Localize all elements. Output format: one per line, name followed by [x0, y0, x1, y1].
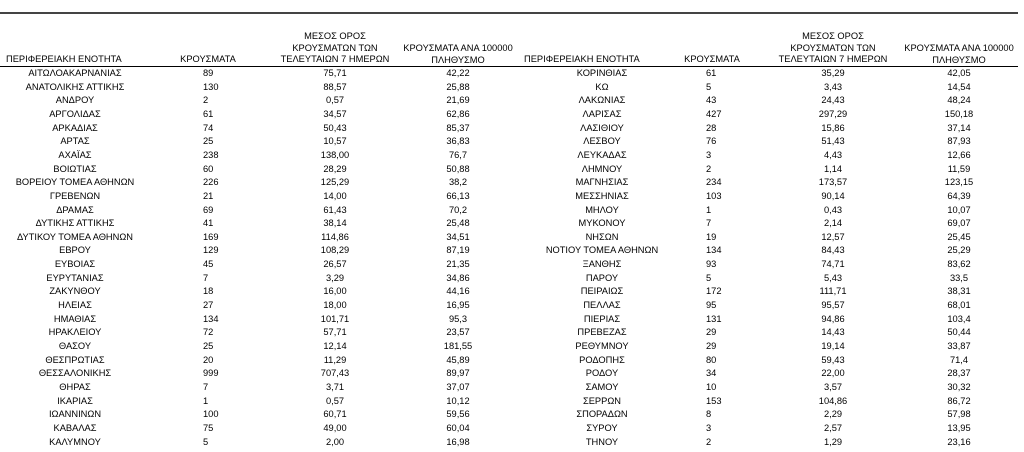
avg-7day-cell: 173,57 — [818, 177, 848, 188]
cases-cell: 61 — [203, 108, 214, 119]
avg-7day-cell: 707,43 — [320, 368, 350, 379]
table-row — [0, 244, 1018, 256]
cases-cell: 131 — [706, 313, 722, 324]
cases-cell: 2 — [706, 436, 712, 447]
table-row — [0, 190, 1018, 202]
region-name-cell: ΔΡΑΜΑΣ — [56, 204, 94, 215]
per-100k-cell: 103,4 — [947, 313, 971, 324]
avg-7day-cell: 51,43 — [821, 136, 845, 147]
region-name-cell: ΛΕΣΒΟΥ — [583, 136, 621, 147]
cases-cell: 7 — [203, 381, 209, 392]
header-region-left: ΠΕΡΙΦΕΡΕΙΑΚΗ ΕΝΟΤΗΤΑ — [6, 54, 122, 64]
avg-7day-cell: 0,57 — [325, 395, 345, 406]
avg-7day-cell: 94,86 — [821, 313, 845, 324]
per-100k-cell: 38,2 — [448, 177, 468, 188]
avg-7day-cell: 61,43 — [323, 204, 347, 215]
header-per-left — [393, 43, 523, 66]
avg-7day-cell: 35,29 — [821, 68, 845, 78]
avg-7day-cell: 10,57 — [323, 136, 347, 147]
region-name-cell: ΚΑΒΑΛΑΣ — [53, 422, 97, 433]
table-row — [0, 436, 1018, 448]
cases-cell: 93 — [706, 259, 717, 270]
avg-7day-cell: 2,57 — [823, 422, 843, 433]
header-avg-line2: ΚΡΟΥΣΜΑΤΩΝ ΤΩΝ — [292, 42, 378, 53]
per-100k-cell: 14,54 — [947, 81, 971, 92]
cases-cell: 43 — [706, 95, 717, 106]
cases-cell: 19 — [706, 231, 717, 242]
per-100k-cell: 150,18 — [944, 108, 974, 119]
avg-7day-cell: 4,43 — [823, 149, 843, 160]
table-row — [0, 163, 1018, 175]
cases-cell: 100 — [203, 409, 219, 420]
cases-cell: 89 — [203, 68, 214, 78]
region-name-cell: ΔΥΤΙΚΗΣ ΑΤΤΙΚΗΣ — [35, 218, 115, 229]
per-100k-cell: 66,13 — [446, 190, 470, 201]
per-100k-cell: 123,15 — [944, 177, 974, 188]
region-name-cell: ΚΑΛΥΜΝΟΥ — [49, 436, 101, 447]
table-row — [0, 326, 1018, 338]
table-row — [0, 231, 1018, 243]
avg-7day-cell: 19,14 — [821, 341, 845, 351]
region-name-cell: ΑΙΤΩΛΟΑΚΑΡΝΑΝΙΑΣ — [28, 68, 122, 78]
per-100k-cell: 70,2 — [448, 204, 468, 215]
per-100k-cell: 86,72 — [947, 395, 971, 406]
per-100k-cell: 13,95 — [947, 422, 971, 433]
region-name-cell: ΛΕΥΚΑΔΑΣ — [577, 149, 627, 160]
cases-cell: 80 — [706, 354, 717, 365]
region-name-cell: ΕΒΡΟΥ — [59, 245, 91, 256]
per-100k-cell: 64,39 — [947, 190, 971, 201]
per-100k-cell: 181,55 — [443, 341, 473, 351]
per-100k-cell: 23,16 — [947, 436, 971, 447]
region-name-cell: ΛΑΚΩΝΙΑΣ — [578, 95, 626, 106]
avg-7day-cell: 34,57 — [323, 108, 347, 119]
avg-7day-cell: 24,43 — [821, 95, 845, 106]
avg-7day-cell: 1,14 — [823, 163, 843, 174]
header-avg-left — [270, 31, 400, 66]
table-row — [0, 258, 1018, 270]
table-row — [0, 204, 1018, 216]
table-row — [0, 340, 1018, 352]
table-row — [0, 299, 1018, 311]
per-100k-cell: 23,57 — [446, 327, 470, 338]
avg-7day-cell: 59,43 — [821, 354, 845, 365]
cases-cell: 134 — [706, 245, 722, 256]
cases-cell: 999 — [203, 368, 219, 379]
header-avg-line3: ΤΕΛΕΥΤΑΙΩΝ 7 ΗΜΕΡΩΝ — [778, 54, 888, 64]
header-avg-line3: ΤΕΛΕΥΤΑΙΩΝ 7 ΗΜΕΡΩΝ — [280, 54, 390, 64]
per-100k-cell: 34,51 — [446, 231, 470, 242]
cases-cell: 7 — [706, 218, 712, 229]
avg-7day-cell: 3,29 — [325, 272, 345, 283]
avg-7day-cell: 297,29 — [818, 108, 848, 119]
header-per-line2: ΠΛΗΘΥΣΜΟ — [932, 54, 986, 65]
cases-cell: 129 — [203, 245, 219, 256]
per-100k-cell: 76,7 — [448, 149, 468, 160]
region-name-cell: ΤΗΝΟΥ — [585, 436, 619, 447]
avg-7day-cell: 57,71 — [323, 327, 347, 338]
per-100k-cell: 21,69 — [446, 95, 470, 106]
per-100k-cell: 25,48 — [446, 218, 470, 229]
avg-7day-cell: 2,14 — [823, 218, 843, 229]
cases-cell: 3 — [706, 149, 712, 160]
per-100k-cell: 50,88 — [446, 163, 470, 174]
top-border-line — [0, 12, 1018, 14]
region-name-cell: ΗΜΑΘΙΑΣ — [53, 313, 97, 324]
per-100k-cell: 16,98 — [446, 436, 470, 447]
per-100k-cell: 71,4 — [949, 354, 969, 365]
avg-7day-cell: 114,86 — [321, 231, 349, 242]
region-name-cell: ΞΑΝΘΗΣ — [582, 259, 622, 270]
cases-cell: 41 — [203, 218, 214, 229]
region-name-cell: ΝΟΤΙΟΥ ΤΟΜΕΑ ΑΘΗΝΩΝ — [545, 245, 659, 256]
cases-cell: 69 — [203, 204, 214, 215]
cases-cell: 45 — [203, 259, 214, 270]
table-row — [0, 108, 1018, 120]
per-100k-cell: 48,24 — [947, 95, 971, 106]
avg-7day-cell: 26,57 — [323, 259, 347, 270]
per-100k-cell: 62,86 — [446, 108, 470, 119]
avg-7day-cell: 1,29 — [823, 436, 843, 447]
region-name-cell: ΛΗΜΝΟΥ — [581, 163, 623, 174]
per-100k-cell: 68,01 — [947, 300, 971, 311]
per-100k-cell: 37,07 — [446, 381, 470, 392]
cases-cell: 134 — [203, 313, 219, 324]
table-row — [0, 422, 1018, 434]
table-row — [0, 81, 1018, 93]
header-per-right — [894, 43, 1024, 66]
avg-7day-cell: 12,57 — [821, 231, 845, 242]
table-row — [0, 354, 1018, 366]
avg-7day-cell: 3,71 — [325, 381, 345, 392]
cases-cell: 1 — [706, 204, 712, 215]
avg-7day-cell: 15,86 — [821, 122, 845, 133]
region-name-cell: ΜΥΚΟΝΟΥ — [578, 218, 626, 229]
header-region-right: ΠΕΡΙΦΕΡΕΙΑΚΗ ΕΝΟΤΗΤΑ — [524, 54, 640, 64]
per-100k-cell: 83,62 — [947, 259, 971, 270]
cases-cell: 427 — [706, 108, 722, 119]
region-name-cell: ΒΟΙΩΤΙΑΣ — [53, 163, 97, 174]
avg-7day-cell: 50,43 — [323, 122, 347, 133]
avg-7day-cell: 0,57 — [325, 95, 345, 106]
per-100k-cell: 85,37 — [446, 122, 470, 133]
per-100k-cell: 30,32 — [947, 381, 971, 392]
per-100k-cell: 37,14 — [947, 122, 971, 133]
avg-7day-cell: 125,29 — [320, 177, 350, 188]
avg-7day-cell: 111,71 — [819, 286, 847, 297]
avg-7day-cell: 95,57 — [821, 300, 845, 311]
cases-cell: 103 — [706, 190, 722, 201]
per-100k-cell: 25,45 — [947, 231, 971, 242]
region-name-cell: ΑΝΑΤΟΛΙΚΗΣ ΑΤΤΙΚΗΣ — [25, 81, 125, 92]
avg-7day-cell: 60,71 — [323, 409, 347, 420]
region-name-cell: ΖΑΚΥΝΘΟΥ — [49, 286, 101, 297]
avg-7day-cell: 38,14 — [323, 218, 347, 229]
cases-cell: 61 — [706, 68, 717, 78]
per-100k-cell: 57,98 — [947, 409, 971, 420]
avg-7day-cell: 88,57 — [323, 81, 347, 92]
region-name-cell: ΑΡΤΑΣ — [60, 136, 90, 147]
region-name-cell: ΚΩ — [595, 81, 609, 92]
avg-7day-cell: 18,00 — [323, 300, 347, 311]
cases-cell: 1 — [203, 395, 209, 406]
region-name-cell: ΠΕΙΡΑΙΩΣ — [580, 286, 624, 297]
region-name-cell: ΜΑΓΝΗΣΙΑΣ — [575, 177, 629, 188]
avg-7day-cell: 90,14 — [821, 190, 845, 201]
region-name-cell: ΘΕΣΣΑΛΟΝΙΚΗΣ — [38, 368, 112, 379]
cases-cell: 29 — [706, 341, 717, 351]
region-name-cell: ΑΡΚΑΔΙΑΣ — [52, 122, 98, 133]
region-name-cell: ΠΑΡΟΥ — [585, 272, 619, 283]
region-name-cell: ΠΡΕΒΕΖΑΣ — [577, 327, 627, 338]
header-per-line1: ΚΡΟΥΣΜΑΤΑ ΑΝΑ 100000 — [904, 43, 1014, 53]
per-100k-cell: 12,66 — [947, 149, 971, 160]
avg-7day-cell: 84,43 — [821, 245, 845, 256]
per-100k-cell: 89,97 — [446, 368, 470, 379]
region-name-cell: ΣΠΟΡΑΔΩΝ — [576, 409, 628, 420]
per-100k-cell: 10,12 — [446, 395, 470, 406]
cases-cell: 7 — [203, 272, 209, 283]
region-name-cell: ΒΟΡΕΙΟΥ ΤΟΜΕΑ ΑΘΗΝΩΝ — [15, 177, 135, 188]
per-100k-cell: 34,86 — [446, 272, 470, 283]
per-100k-cell: 59,56 — [446, 409, 470, 420]
cases-cell: 10 — [706, 381, 717, 392]
per-100k-cell: 11,59 — [947, 163, 971, 174]
region-name-cell: ΡΕΘΥΜΝΟΥ — [575, 341, 629, 351]
region-name-cell: ΛΑΣΙΘΙΟΥ — [580, 122, 624, 133]
cases-cell: 238 — [203, 149, 219, 160]
cases-cell: 76 — [706, 136, 717, 147]
cases-cell: 234 — [706, 177, 722, 188]
avg-7day-cell: 104,86 — [818, 395, 848, 406]
avg-7day-cell: 22,00 — [821, 368, 845, 379]
per-100k-cell: 10,07 — [947, 204, 971, 215]
avg-7day-cell: 3,57 — [823, 381, 843, 392]
cases-cell: 5 — [203, 436, 209, 447]
cases-cell: 8 — [706, 409, 712, 420]
per-100k-cell: 60,04 — [446, 422, 470, 433]
region-name-cell: ΠΙΕΡΙΑΣ — [583, 313, 621, 324]
region-name-cell: ΡΟΔΟΠΗΣ — [579, 354, 625, 365]
header-per-line1: ΚΡΟΥΣΜΑΤΑ ΑΝΑ 100000 — [403, 43, 513, 53]
table-row — [0, 381, 1018, 393]
per-100k-cell: 25,88 — [446, 81, 470, 92]
avg-7day-cell: 74,71 — [821, 259, 845, 270]
cases-cell: 34 — [706, 368, 717, 379]
header-avg-line1: ΜΕΣΟΣ ΟΡΟΣ — [802, 31, 864, 41]
cases-cell: 25 — [203, 341, 214, 351]
per-100k-cell: 16,95 — [446, 300, 470, 311]
cases-cell: 21 — [203, 190, 214, 201]
avg-7day-cell: 108,29 — [320, 245, 350, 256]
per-100k-cell: 87,93 — [947, 136, 971, 147]
table-row — [0, 135, 1018, 147]
region-name-cell: ΛΑΡΙΣΑΣ — [582, 108, 622, 119]
avg-7day-cell: 0,43 — [823, 204, 843, 215]
header-avg-line2: ΚΡΟΥΣΜΑΤΩΝ ΤΩΝ — [790, 42, 876, 53]
region-name-cell: ΗΡΑΚΛΕΙΟΥ — [48, 327, 102, 338]
region-name-cell: ΗΛΕΙΑΣ — [58, 300, 92, 311]
cases-cell: 169 — [203, 231, 219, 242]
region-name-cell: ΑΝΔΡΟΥ — [55, 95, 95, 106]
cases-cell: 5 — [706, 272, 712, 283]
per-100k-cell: 33,87 — [947, 341, 971, 351]
region-name-cell: ΑΧΑΪΑΣ — [58, 149, 92, 160]
table-row — [0, 272, 1018, 284]
region-name-cell: ΣΑΜΟΥ — [585, 381, 619, 392]
cases-cell: 3 — [706, 422, 712, 433]
per-100k-cell: 42,22 — [446, 68, 470, 78]
region-name-cell: ΜΕΣΣΗΝΙΑΣ — [575, 190, 629, 201]
cases-cell: 2 — [203, 95, 209, 106]
table-row — [0, 217, 1018, 229]
region-name-cell: ΝΗΣΩΝ — [585, 231, 619, 242]
cases-cell: 60 — [203, 163, 214, 174]
cases-cell: 29 — [706, 327, 717, 338]
per-100k-cell: 33,5 — [949, 272, 969, 283]
region-name-cell: ΣΥΡΟΥ — [586, 422, 618, 433]
header-avg-line1: ΜΕΣΟΣ ΟΡΟΣ — [304, 31, 366, 41]
region-name-cell: ΔΥΤΙΚΟΥ ΤΟΜΕΑ ΑΘΗΝΩΝ — [16, 231, 134, 242]
per-100k-cell: 25,29 — [947, 245, 971, 256]
header-cases-left: ΚΡΟΥΣΜΑΤΑ — [180, 54, 236, 64]
cases-cell: 25 — [203, 136, 214, 147]
avg-7day-cell: 101,71 — [320, 313, 350, 324]
region-name-cell: ΜΗΛΟΥ — [585, 204, 619, 215]
table-row — [0, 67, 1018, 79]
per-100k-cell: 28,37 — [947, 368, 971, 379]
avg-7day-cell: 11,29 — [323, 354, 347, 365]
per-100k-cell: 45,89 — [446, 354, 470, 365]
avg-7day-cell: 14,00 — [323, 190, 347, 201]
avg-7day-cell: 2,00 — [325, 436, 345, 447]
avg-7day-cell: 28,29 — [323, 163, 347, 174]
cases-cell: 2 — [706, 163, 712, 174]
cases-cell: 27 — [203, 300, 214, 311]
per-100k-cell: 50,44 — [947, 327, 971, 338]
header-avg-right — [768, 31, 898, 66]
region-name-cell: ΕΥΡΥΤΑΝΙΑΣ — [46, 272, 104, 283]
table-row — [0, 122, 1018, 134]
avg-7day-cell: 14,43 — [821, 327, 845, 338]
per-100k-cell: 42,05 — [947, 68, 971, 78]
cases-cell: 172 — [706, 286, 722, 297]
avg-7day-cell: 3,43 — [823, 81, 843, 92]
table-row — [0, 149, 1018, 161]
per-100k-cell: 44,16 — [446, 286, 470, 297]
header-per-line2: ΠΛΗΘΥΣΜΟ — [431, 54, 485, 65]
cases-cell: 153 — [706, 395, 722, 406]
region-name-cell: ΠΕΛΛΑΣ — [583, 300, 621, 311]
region-name-cell: ΚΟΡΙΝΘΙΑΣ — [576, 68, 628, 78]
region-name-cell: ΙΩΑΝΝΙΝΩΝ — [48, 409, 102, 420]
table-row — [0, 367, 1018, 379]
cases-cell: 130 — [203, 81, 219, 92]
region-name-cell: ΑΡΓΟΛΙΔΑΣ — [49, 108, 101, 119]
region-name-cell: ΡΟΔΟΥ — [585, 368, 619, 379]
per-100k-cell: 21,35 — [446, 259, 470, 270]
table-row — [0, 176, 1018, 188]
table-row — [0, 94, 1018, 106]
region-name-cell: ΙΚΑΡΙΑΣ — [57, 395, 93, 406]
per-100k-cell: 95,3 — [448, 313, 468, 324]
per-100k-cell: 87,19 — [446, 245, 470, 256]
cases-cell: 72 — [203, 327, 214, 338]
per-100k-cell: 38,31 — [947, 286, 971, 297]
region-name-cell: ΕΥΒΟΙΑΣ — [54, 259, 96, 270]
per-100k-cell: 69,07 — [947, 218, 971, 229]
cases-cell: 18 — [203, 286, 214, 297]
avg-7day-cell: 5,43 — [823, 272, 843, 283]
cases-cell: 20 — [203, 354, 214, 365]
table-row — [0, 285, 1018, 297]
region-name-cell: ΣΕΡΡΩΝ — [582, 395, 621, 406]
avg-7day-cell: 75,71 — [323, 68, 347, 78]
table-row — [0, 395, 1018, 407]
region-name-cell: ΘΗΡΑΣ — [59, 381, 91, 392]
cases-cell: 74 — [203, 122, 214, 133]
avg-7day-cell: 16,00 — [323, 286, 347, 297]
region-name-cell: ΘΕΣΠΡΩΤΙΑΣ — [45, 354, 105, 365]
header-cases-right: ΚΡΟΥΣΜΑΤΑ — [684, 54, 740, 64]
cases-cell: 75 — [203, 422, 214, 433]
cases-cell: 28 — [706, 122, 717, 133]
table-row — [0, 313, 1018, 325]
per-100k-cell: 36,83 — [446, 136, 470, 147]
cases-cell: 226 — [203, 177, 219, 188]
table-row — [0, 408, 1018, 420]
cases-cell: 95 — [706, 300, 717, 311]
region-name-cell: ΓΡΕΒΕΝΩΝ — [49, 190, 101, 201]
avg-7day-cell: 2,29 — [823, 409, 843, 420]
region-name-cell: ΘΑΣΟΥ — [58, 341, 92, 351]
cases-cell: 5 — [706, 81, 712, 92]
avg-7day-cell: 49,00 — [323, 422, 347, 433]
avg-7day-cell: 12,14 — [323, 341, 347, 351]
avg-7day-cell: 138,00 — [320, 149, 350, 160]
